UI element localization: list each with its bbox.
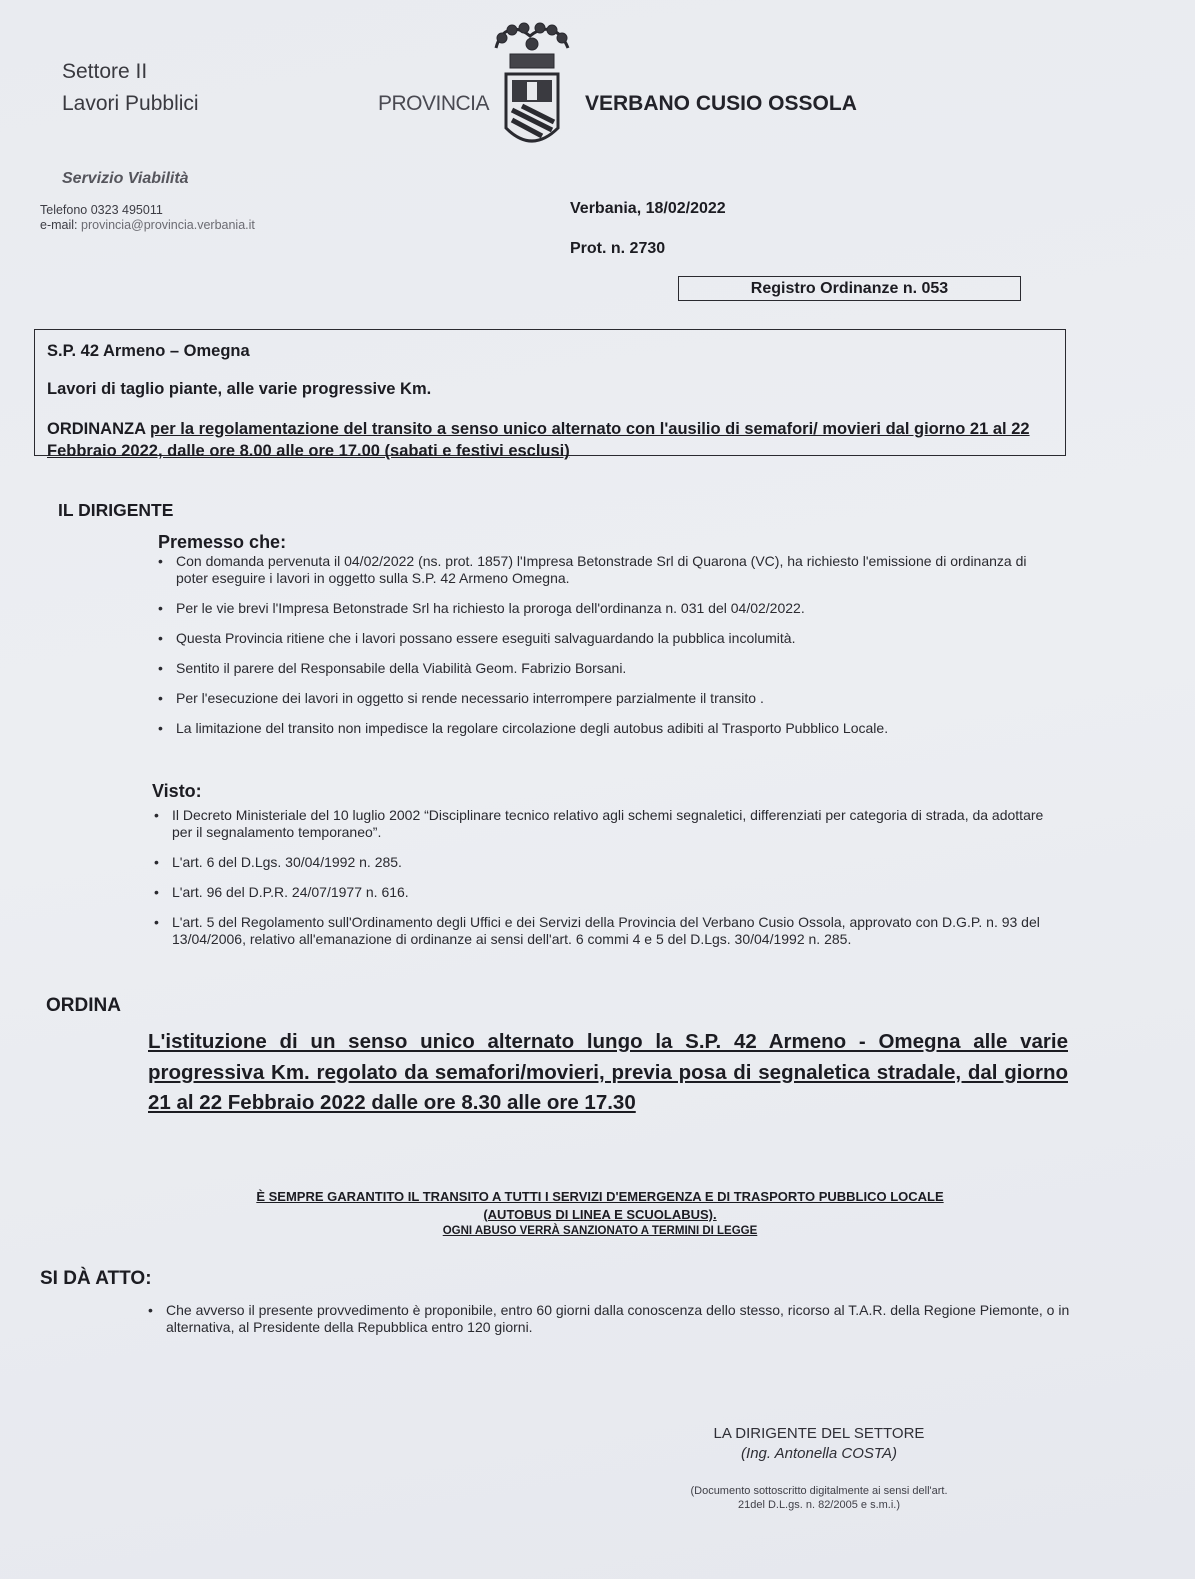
email-link[interactable]: provincia@provincia.verbania.it xyxy=(81,218,255,232)
date-line: Verbania, 18/02/2022 xyxy=(570,200,726,217)
sector-label: Settore II xyxy=(62,60,148,83)
service-label: Servizio Viabilità xyxy=(62,170,189,187)
list-item: • Per le vie brevi l'Impresa Betonstrade Srl ha richiesto la proroga dell'ordinanza n. 031 del 04/02/2022. xyxy=(156,600,1056,617)
province-crest-icon xyxy=(486,18,578,158)
list-item: • Per l'esecuzione dei lavori in oggetto si rende necessario interrompere parzialmente il transito . xyxy=(156,690,1056,707)
list-item: • L'art. 96 del D.P.R. 24/07/1977 n. 616. xyxy=(152,884,1067,901)
road-name: S.P. 42 Armeno – Omegna xyxy=(47,342,250,360)
atto-list xyxy=(146,1302,1081,1336)
dirigente-heading: IL DIRIGENTE xyxy=(58,500,174,520)
province-prefix: PROVINCIA xyxy=(378,92,490,115)
protocol-number: Prot. n. 2730 xyxy=(570,240,666,257)
ordina-heading: ORDINA xyxy=(46,995,121,1016)
list-item: • Sentito il parere del Responsabile della Viabilità Geom. Fabrizio Borsani. xyxy=(156,660,1056,677)
email-label: e-mail: xyxy=(40,218,78,232)
premesso-heading: Premesso che: xyxy=(158,532,287,552)
visto-heading: Visto: xyxy=(152,781,202,801)
list-item: • L'art. 6 del D.Lgs. 30/04/1992 n. 285. xyxy=(152,854,1067,871)
notice-block xyxy=(120,1188,1080,1241)
notice-line-2: (AUTOBUS DI LINEA E SCUOLABUS). xyxy=(483,1206,717,1222)
list-item: • Il Decreto Ministeriale del 10 luglio 2002 “Disciplinare tecnico relativo agli schemi segnaletici, differenziati per categoria di strada, da adottare per il segnalamento temporaneo”. xyxy=(152,807,1067,841)
visto-list xyxy=(152,807,1067,948)
list-item: • L'art. 5 del Regolamento sull'Ordinamento degli Uffici e dei Servizi della Provincia del Verbano Cusio Ossola, approvato con D.G.P. n. 93 del 13/04/2006, relativo all'emanazione di ordinanze ai sensi dell'art. 6 commi 4 e 5 del D.Lgs. 30/04/1992 n. 285. xyxy=(152,914,1067,948)
contact-block xyxy=(40,203,255,233)
premesso-list xyxy=(156,553,1056,737)
ordinance-word: ORDINANZA xyxy=(47,420,146,438)
phone-text: Telefono 0323 495011 xyxy=(40,203,163,217)
signature-block xyxy=(690,1424,948,1464)
signature-title: LA DIRIGENTE DEL SETTORE xyxy=(713,1425,925,1442)
sector-heading xyxy=(62,56,199,120)
list-item: • Con domanda pervenuta il 04/02/2022 (ns. prot. 1857) l'Impresa Betonstrade Srl di Quarona (VC), ha richiesto l'emissione di ordinanza di poter eseguire i lavori in oggetto sulla S.P. 42 Armeno Omegna. xyxy=(156,553,1056,587)
works-description: Lavori di taglio piante, alle varie progressive Km. xyxy=(47,380,432,398)
ordinance-text: per la regolamentazione del transito a senso unico alternato con l'ausilio di semafori/ movieri dal giorno 21 al 22 Febbraio 2022, dalle ore 8.00 alle ore 17.00 (sabati e festivi esclusi) xyxy=(47,420,1030,460)
notice-line-3: OGNI ABUSO VERRÀ SANZIONATO A TERMINI DI LEGGE xyxy=(442,1225,758,1237)
subject-box xyxy=(34,329,1066,460)
register-box: Registro Ordinanze n. 053 xyxy=(678,276,1021,301)
department-label: Lavori Pubblici xyxy=(62,92,199,115)
ordina-text: L'istituzione di un senso unico alternato lungo la S.P. 42 Armeno - Omegna alle varie progressiva Km. regolato da semafori/movieri, previa posa di segnaletica stradale, dal giorno 21 al 22 Febbraio 2022 dalle ore 8.30 alle ore 17.30 xyxy=(148,1030,1068,1114)
email-line xyxy=(40,218,255,233)
digital-signature-note: (Documento sottoscritto digitalmente ai sensi dell'art. 21del D.L.gs. n. 82/2005 e s.m.i.) xyxy=(690,1485,948,1511)
list-item: • La limitazione del transito non impedisce la regolare circolazione degli autobus adibiti al Trasporto Pubblico Locale. xyxy=(156,720,1056,737)
signature-name: (Ing. Antonella COSTA) xyxy=(741,1445,897,1462)
notice-line-1: È SEMPRE GARANTITO IL TRANSITO A TUTTI I SERVIZI D'EMERGENZA E DI TRASPORTO PUBBLICO LOCALE xyxy=(256,1189,944,1204)
list-item: • Che avverso il presente provvedimento è proponibile, entro 60 giorni dalla conoscenza dello stesso, ricorso al T.A.R. della Regione Piemonte, o in alternativa, al Presidente della Repubblica entro 120 giorni. xyxy=(146,1302,1081,1336)
province-name: VERBANO CUSIO OSSOLA xyxy=(585,92,857,115)
list-item: • Questa Provincia ritiene che i lavori possano essere eseguiti salvaguardando la pubblica incolumità. xyxy=(156,630,1056,647)
atto-heading: SI DÀ ATTO: xyxy=(40,1268,152,1289)
ordinance-summary xyxy=(47,418,1057,462)
